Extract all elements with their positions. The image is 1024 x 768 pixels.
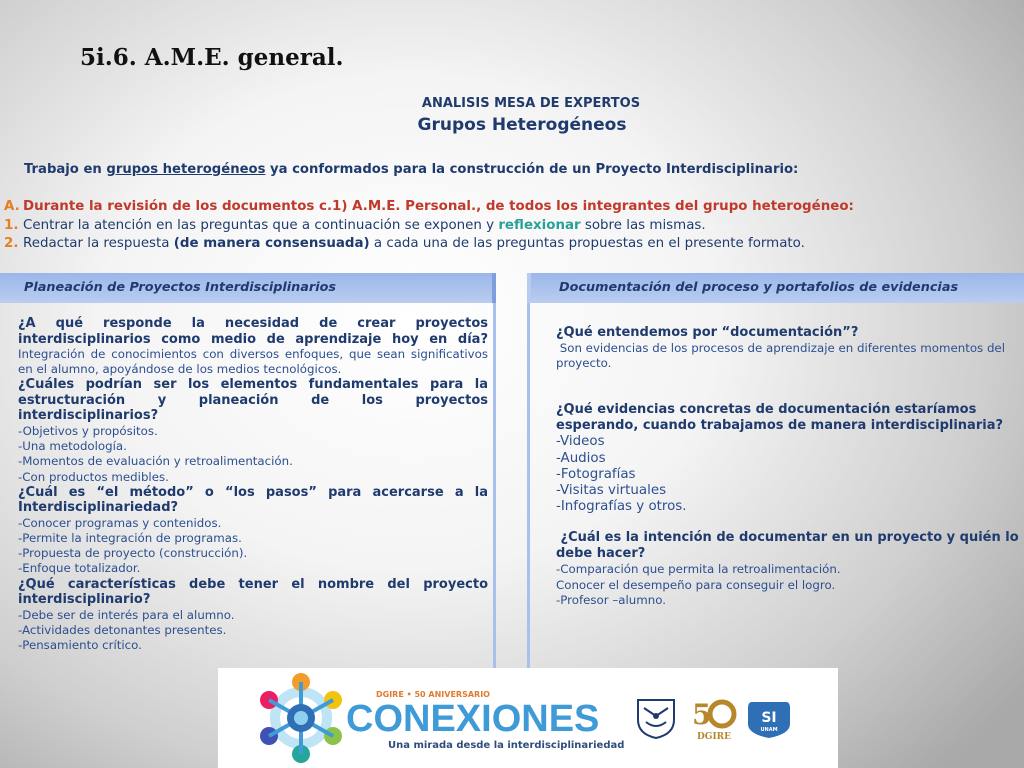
intro-underlined: grupos heterogéneos	[106, 162, 266, 177]
brand-name: CONEXIONES	[346, 698, 600, 740]
list-item: -Permite la integración de programas.	[18, 530, 242, 545]
list-item: -Propuesta de proyecto (construcción).	[18, 546, 248, 561]
list-item: -Una metodología.	[18, 439, 127, 454]
list-item: -Debe ser de interés para el alumno.	[18, 607, 235, 622]
list-item: -Videos	[556, 434, 605, 450]
unam-shield-icon	[634, 696, 678, 740]
right-question-1: ¿Qué entendemos por “documentación”?	[556, 325, 859, 340]
left-divider	[493, 303, 496, 668]
left-panel-header: Planeación de Proyectos Interdisciplinarios	[0, 273, 496, 303]
left-question-1: ¿A qué responde la necesidad de crear proyectos interdisciplinarios como medio de aprendizaje hoy en día?	[18, 316, 488, 347]
list-item: -Profesor –alumno.	[556, 592, 666, 607]
right-question-2: ¿Qué evidencias concretas de documentación estaríamos esperando, cuando trabajamos de manera interdisciplinaria?	[556, 402, 1004, 434]
list-item: -Conocer programas y contenidos.	[18, 515, 222, 530]
list-item: -Objetivos y propósitos.	[18, 423, 158, 438]
si-logo-subtext: UNAM	[760, 727, 778, 733]
brand-tagline: Una mirada desde la interdisciplinariedad	[388, 740, 625, 751]
left-question-4: ¿Qué características debe tener el nombre del proyecto interdisciplinario?	[18, 576, 488, 608]
left-question-2: ¿Cuáles podrían ser los elementos fundamentales para la estructuración y planeación de los proyectos interdisciplinarios?	[18, 377, 488, 424]
right-panel-content	[556, 325, 1024, 608]
dgire-50-logo-icon	[688, 696, 740, 742]
left-panel-content	[18, 316, 488, 653]
step-1: 1. Centrar la atención en las preguntas que a continuación se exponen y reflexionar sobre las mismas.	[4, 217, 706, 233]
list-item: -Actividades detonantes presentes.	[18, 622, 227, 637]
anniversary-label: DGIRE • 50 ANIVERSARIO	[376, 690, 490, 699]
instruction-steps	[4, 198, 1014, 254]
right-question-3: ¿Cuál es la intención de documentar en un proyecto y quién lo debe hacer?	[556, 530, 1024, 562]
page-title: 5i.6. A.M.E. general.	[80, 44, 344, 71]
list-item: -Momentos de evaluación y retroalimentación.	[18, 454, 293, 469]
list-item: Conocer el desempeño para conseguir el logro.	[556, 577, 836, 592]
svg-text:5: 5	[692, 698, 712, 731]
conexiones-banner	[218, 668, 838, 768]
left-answer-1: Integración de conocimientos con diversos enfoques, que sean significativos en el alumno, apoyándose de los medios tecnológicos.	[18, 347, 488, 377]
conexiones-network-icon	[258, 672, 344, 764]
list-item: -Visitas virtuales	[556, 483, 667, 499]
list-item: -Con productos medibles.	[18, 469, 169, 484]
list-item: -Pensamiento crítico.	[18, 637, 142, 652]
list-item: -Infografías y otros.	[556, 499, 687, 515]
si-unam-logo-icon	[746, 698, 792, 740]
step-2: 2. Redactar la respuesta (de manera consensuada) a cada una de las preguntas propuestas en el presente formato.	[4, 236, 805, 251]
right-answer-1: Son evidencias de los procesos de aprendizaje en diferentes momentos del proyecto.	[556, 341, 1009, 371]
list-item: -Fotografías	[556, 466, 636, 482]
step-a: A. Durante la revisión de los documentos c.1) A.M.E. Personal., de todos los integrantes del grupo heterogéneo:	[4, 199, 854, 214]
right-panel-header: Documentación del proceso y portafolios de evidencias	[527, 273, 1024, 303]
right-divider	[527, 303, 530, 668]
list-item: -Enfoque totalizador.	[18, 561, 141, 576]
intro-text: Trabajo en grupos heterogéneos ya conformados para la construcción de un Proyecto Interdisciplinario:	[24, 162, 799, 177]
left-question-3: ¿Cuál es “el método” o “los pasos” para acercarse a la Interdisciplinariedad?	[18, 484, 488, 516]
subtitle-groups: Grupos Heterogéneos	[417, 115, 627, 135]
list-item: -Audios	[556, 450, 606, 466]
subtitle-analysis: ANALISIS MESA DE EXPERTOS	[421, 96, 641, 111]
si-logo-text: SI	[761, 710, 777, 726]
dgire-logo-text: DGIRE	[696, 732, 732, 742]
list-item: -Comparación que permita la retroalimentación.	[556, 562, 841, 577]
